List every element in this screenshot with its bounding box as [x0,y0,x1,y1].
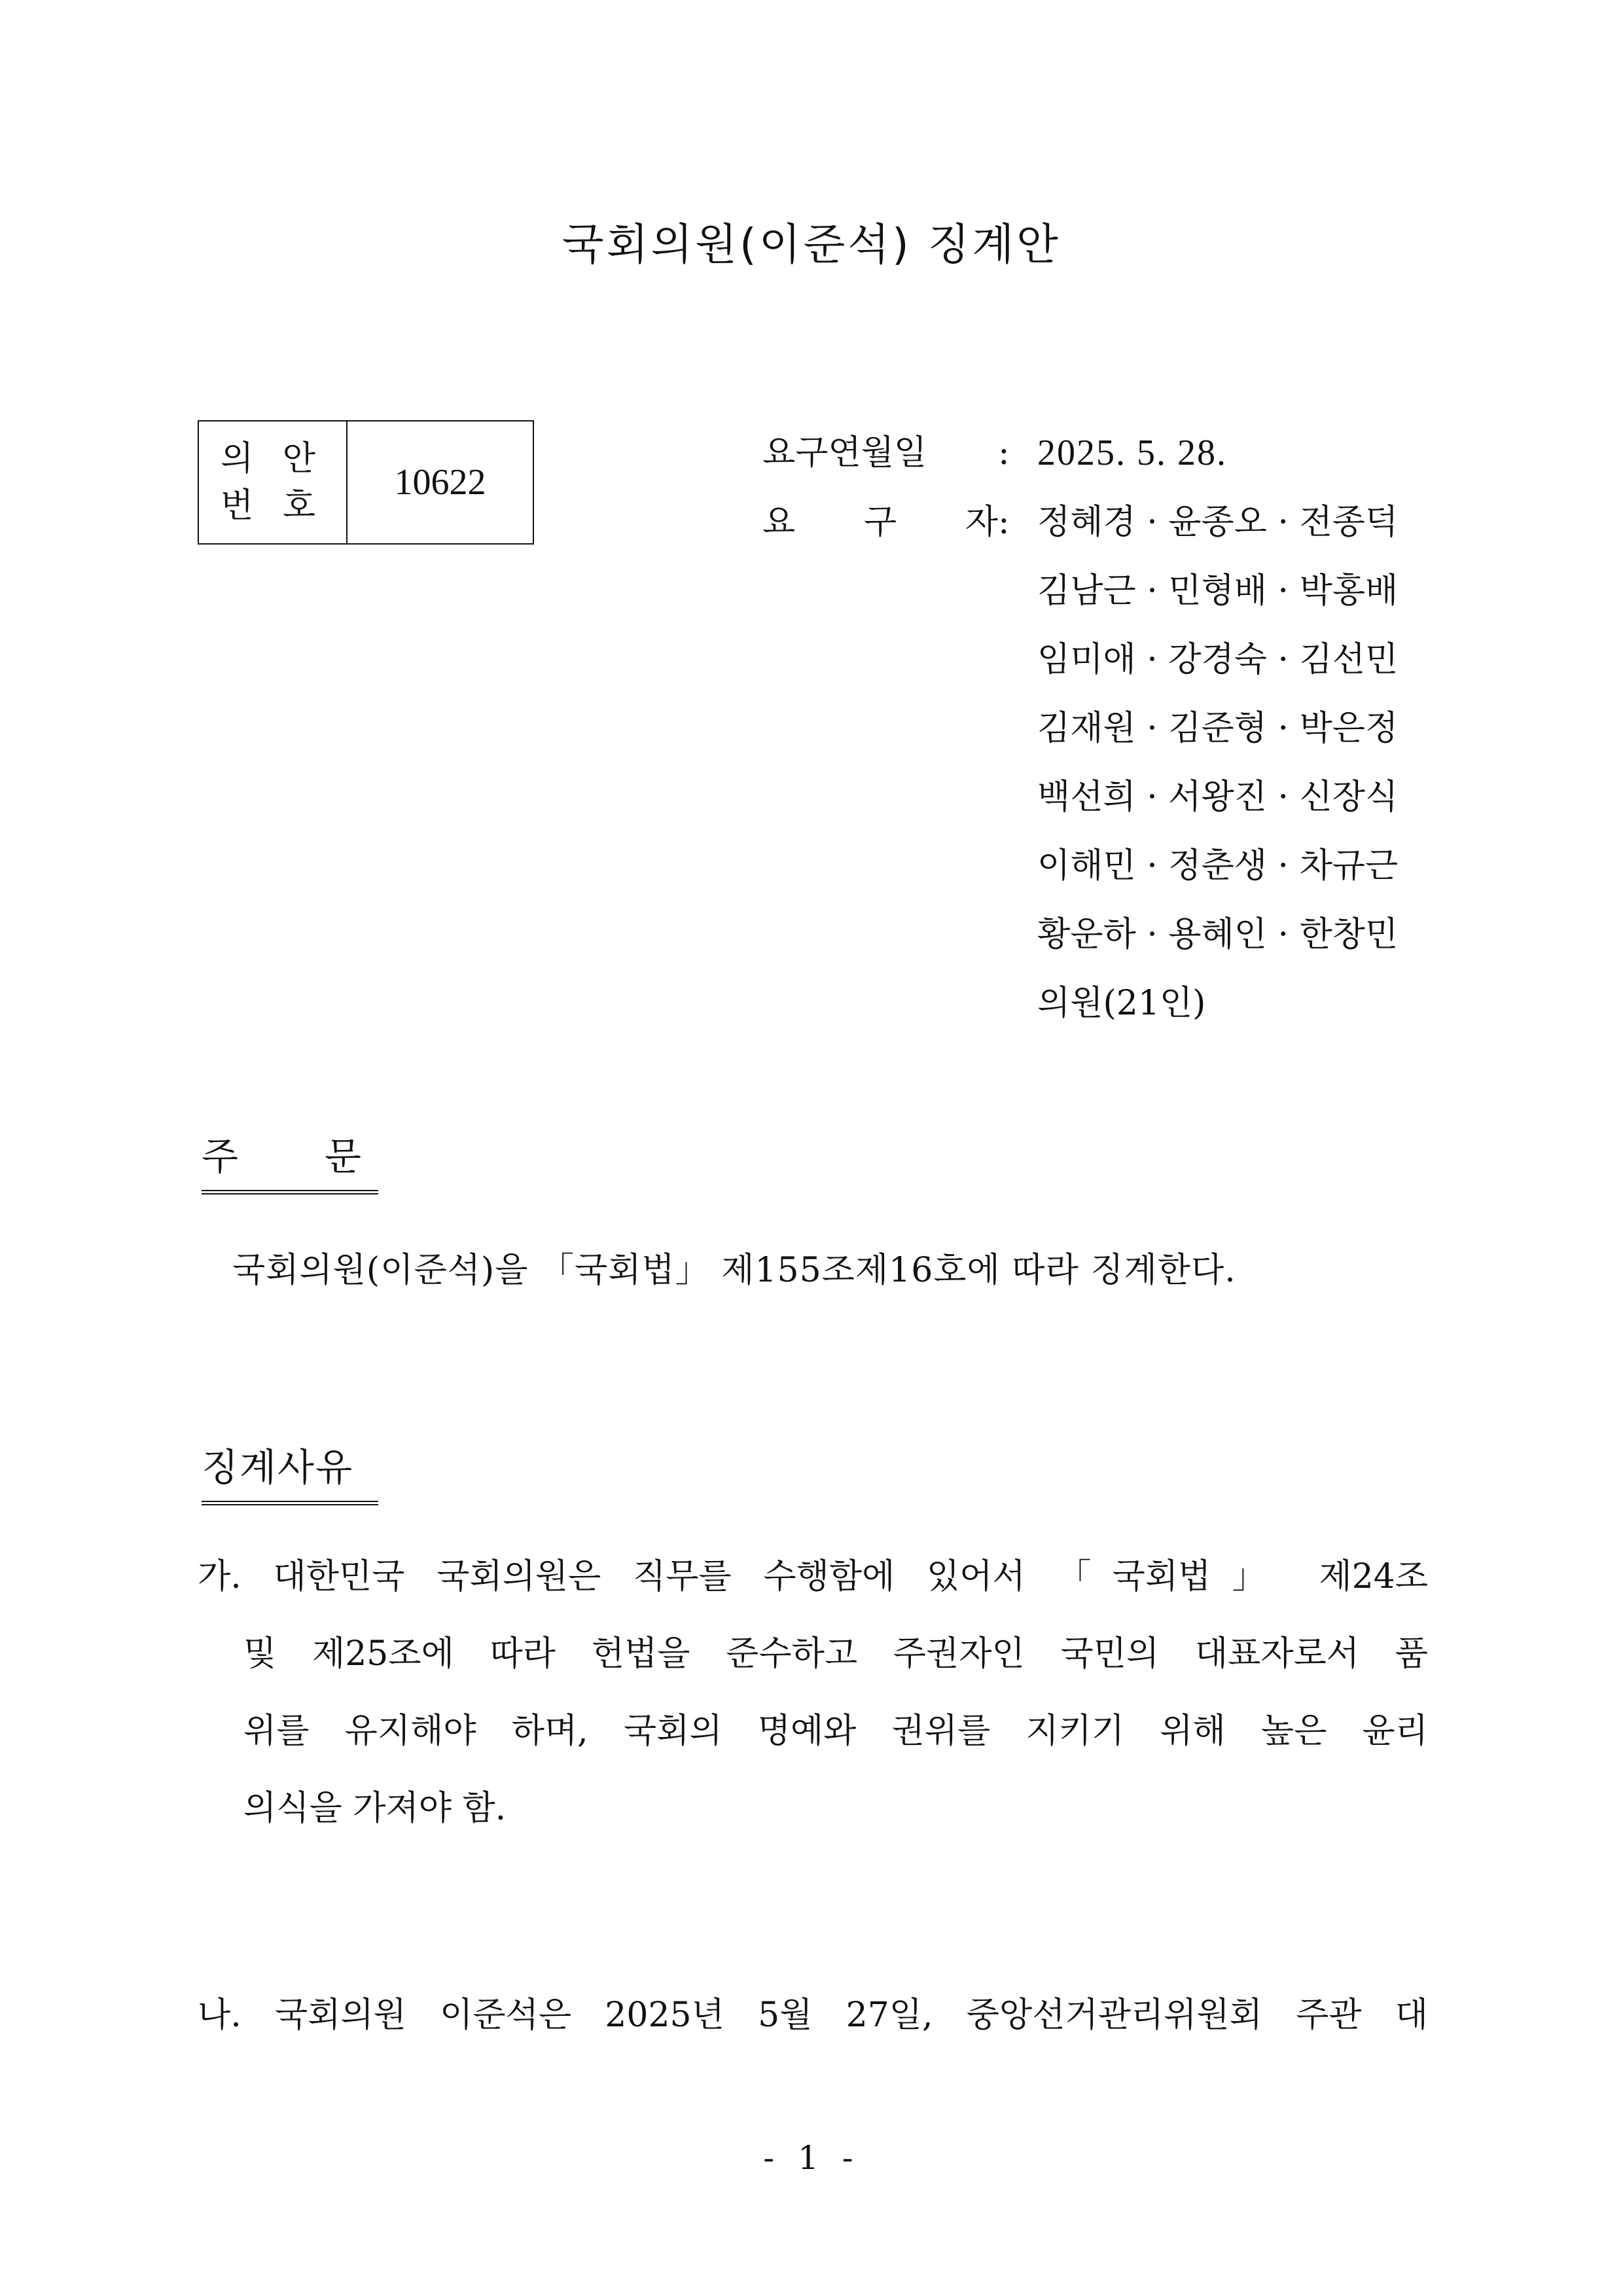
requester-label-char-1: 요 [762,503,796,542]
requester-line: 임미애 · 강경숙 · 김선민 [1037,640,1399,679]
section-heading-main [202,1126,378,1194]
page-title: 국회의원(이준석) 징계안 [562,219,1061,270]
requester-label [762,488,998,557]
requester-line: 백선희 · 서왕진 · 신장식 [1037,778,1399,817]
bill-number-box [198,420,534,545]
paragraph-line: 의식을 가져야 함. [243,1789,507,1828]
bill-number-label-line1: 의 안 [221,439,325,478]
reason-paragraph-a [198,1538,1428,1847]
requester-colon: : [998,503,1010,542]
requester-label-char-3: 자 [965,503,998,542]
reason-paragraph-b [198,1977,1428,2054]
request-date-number: 2025. 5. 28. [1037,433,1227,473]
request-date-label: 요구연월일 [762,433,927,473]
requester-line: 김재원 · 김준형 · 박은정 [1037,709,1399,748]
section-heading-main-char-1: 주 [202,1134,240,1179]
paragraph-line: 나. 국회의원 이준석은 2025년 5월 27일, 중앙선거관리위원회 주관 대 [198,1996,1428,2035]
bill-number-label [199,422,348,543]
requester-line: 이해민 · 정춘생 · 차규근 [1037,846,1399,886]
request-date-row [762,419,1398,488]
main-text: 국회의원(이준석)을 「국회법」 제155조제16호에 따라 징계한다. [232,1251,1236,1290]
request-date-colon: : [998,433,1010,473]
requester-line: 황운하 · 용혜인 · 한창민 [1037,915,1399,954]
bill-number-label-line2: 번 호 [221,486,325,526]
paragraph-line: 위를 유지해야 하며, 국회의 명예와 권위를 지키기 위해 높은 윤리 [243,1712,1428,1751]
requester-label-char-2: 구 [863,503,897,542]
requester-row [762,488,1398,557]
bill-number-value: 10622 [394,462,486,503]
requester-line: 의원(21인) [1037,984,1206,1023]
section-heading-main-char-2: 문 [325,1134,363,1179]
paragraph-line: 및 제25조에 따라 헌법을 준수하고 주권자인 국민의 대표자로서 품 [243,1634,1428,1674]
paragraph-line: 가. 대한민국 국회의원은 직무를 수행함에 있어서 「국회법」 제24조 [198,1557,1428,1596]
request-info [762,419,1398,1038]
page-number: - 1 - [763,2139,860,2177]
requester-line: 정혜경 · 윤종오 · 전종덕 [1037,503,1399,542]
section-heading-reason: 징계사유 [202,1437,378,1505]
request-date-value [1037,419,1227,488]
requester-line: 김남근 · 민형배 · 박홍배 [1037,571,1399,611]
